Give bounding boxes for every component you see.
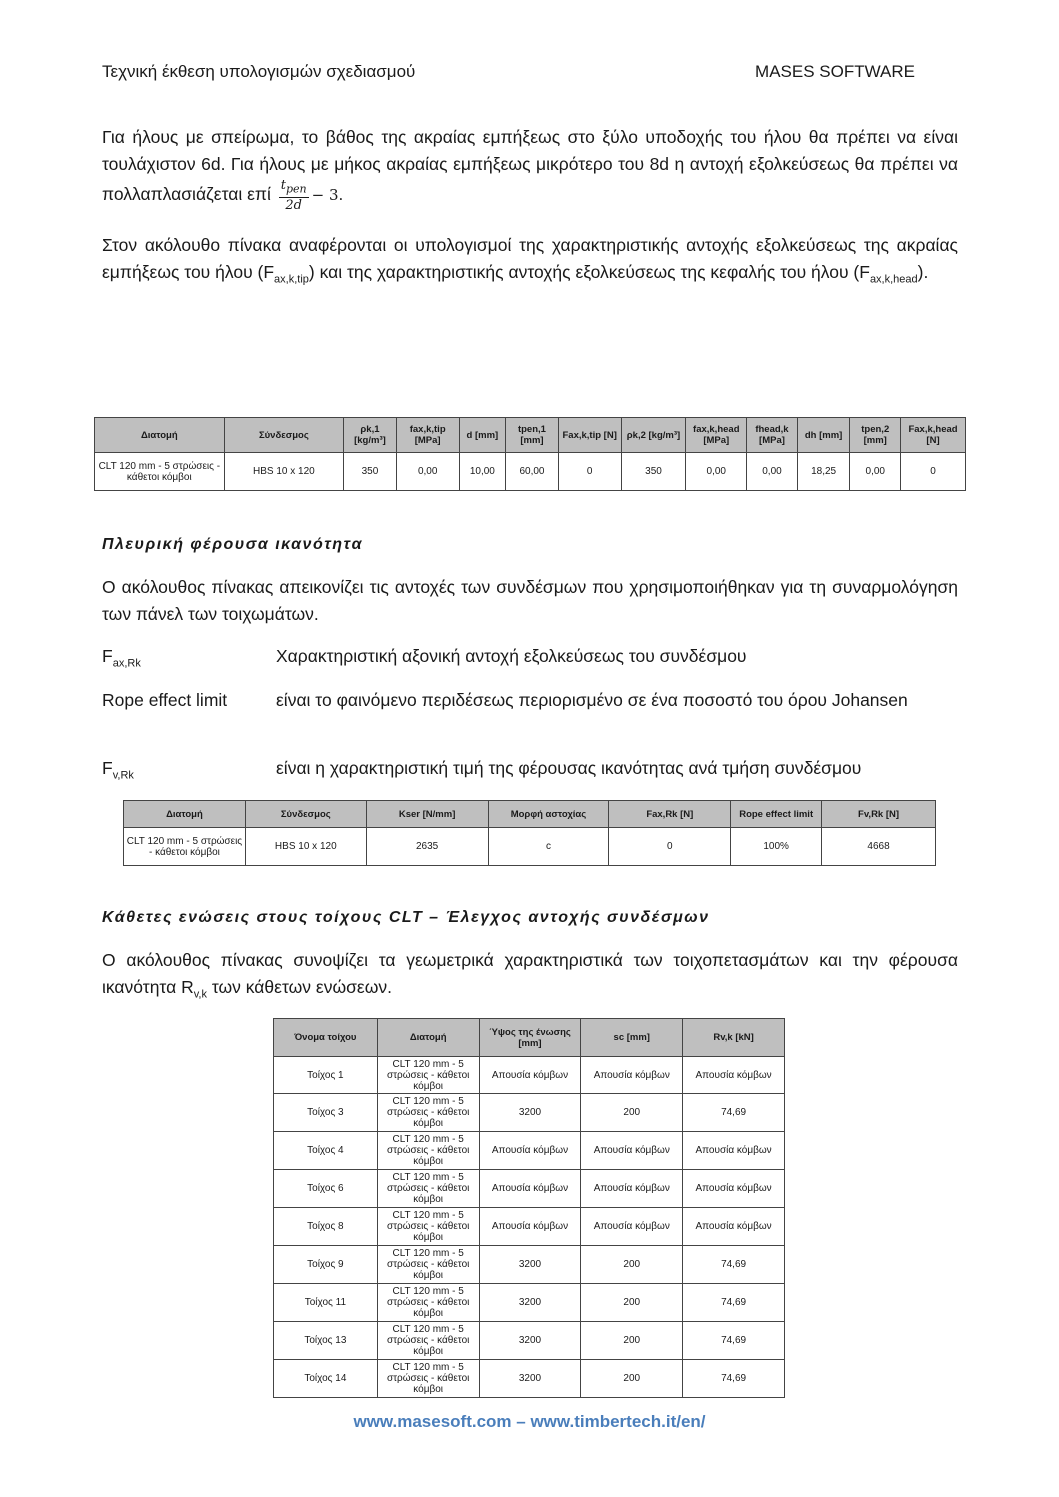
table-cell: 3200	[479, 1360, 581, 1398]
fraction-numerator-sub: pen	[285, 182, 307, 196]
table-cell: 200	[581, 1360, 683, 1398]
col-header: Διατομή	[377, 1019, 479, 1057]
col-header: Μορφή αστοχίας	[488, 801, 609, 828]
table-cell: Τοίχος 11	[274, 1284, 378, 1322]
intro-text: Για ήλους με σπείρωμα, το βάθος της ακραίας εμπήξεως στο ξύλο υποδοχής του ήλου θα πρέπει να είναι τουλάχιστον 6d. Για ήλους με μήκος ακραίας εμπήξεως μικρότερο του 8d η αντοχή εξολκεύσεως θα πρέπει να πολλαπλασιάζεται επί	[102, 127, 958, 204]
table-cell: Τοίχος 6	[274, 1170, 378, 1208]
definition-fv-rk	[102, 758, 972, 782]
table-cell: 0,00	[747, 453, 798, 491]
table-cell: Απουσία κόμβων	[683, 1208, 785, 1246]
table-row	[95, 453, 966, 491]
table-cell: CLT 120 mm - 5 στρώσεις - κάθετοι κόμβοι	[377, 1057, 479, 1094]
intro-p2-part-b: ) και της χαρακτηριστικής αντοχής εξολκεύσεως της κεφαλής του ήλου (F	[308, 262, 870, 282]
fraction-tail: − 3.	[311, 185, 344, 204]
term-sub: ax,Rk	[112, 657, 141, 670]
table-cell: Απουσία κόμβων	[479, 1132, 581, 1170]
fraction-denominator: 2d	[285, 197, 302, 213]
intro-p2-part-c: ).	[917, 262, 929, 282]
table-cell: Απουσία κόμβων	[683, 1170, 785, 1208]
table-row	[274, 1284, 785, 1322]
col-header: Kser [N/mm]	[366, 801, 488, 828]
table-cell: Απουσία κόμβων	[479, 1057, 581, 1094]
withdrawal-table	[94, 417, 966, 491]
table-header-row	[274, 1019, 785, 1057]
col-header: Fax,Rk [N]	[609, 801, 731, 828]
table-cell: 200	[581, 1284, 683, 1322]
table-cell: CLT 120 mm - 5 στρώσεις - κάθετοι κόμβοι	[377, 1132, 479, 1170]
table-cell: Απουσία κόμβων	[479, 1170, 581, 1208]
table-cell: c	[488, 828, 609, 866]
table-cell: 74,69	[683, 1284, 785, 1322]
definition-desc: είναι το φαινόμενο περιδέσεως περιορισμένο σε ένα ποσοστό του όρου Johansen	[276, 690, 908, 710]
table-cell: 0,00	[850, 453, 901, 491]
section-title-lateral: Πλευρική φέρουσα ικανότητα	[102, 536, 363, 553]
table-cell: 74,69	[683, 1322, 785, 1360]
table-cell: Τοίχος 4	[274, 1132, 378, 1170]
col-header: Fax,k,head [N]	[901, 418, 966, 453]
term-sub: v,Rk	[112, 769, 134, 782]
table-row	[124, 828, 936, 866]
col-header: Rope effect limit	[731, 801, 822, 828]
table-cell: 74,69	[683, 1094, 785, 1132]
table-row	[274, 1132, 785, 1170]
table-cell: CLT 120 mm - 5 στρώσεις - κάθετοι κόμβοι	[124, 828, 246, 866]
table-cell: Απουσία κόμβων	[683, 1132, 785, 1170]
col-header: Διατομή	[95, 418, 225, 453]
table-cell: CLT 120 mm - 5 στρώσεις - κάθετοι κόμβοι	[377, 1246, 479, 1284]
col-header: Σύνδεσμος	[224, 418, 344, 453]
table-row	[274, 1057, 785, 1094]
table-cell: Τοίχος 14	[274, 1360, 378, 1398]
table-cell: Απουσία κόμβων	[581, 1208, 683, 1246]
table-row	[274, 1322, 785, 1360]
col-header: Rv,k [kN]	[683, 1019, 785, 1057]
intro-p2-sub-tip: ax,k,tip	[274, 273, 309, 286]
section2-sub: v,k	[193, 988, 207, 1001]
col-header: tpen,1 [mm]	[506, 418, 559, 453]
col-header: dh [mm]	[797, 418, 850, 453]
table-cell: 2635	[366, 828, 488, 866]
table-cell: CLT 120 mm - 5 στρώσεις - κάθετοι κόμβοι	[377, 1170, 479, 1208]
definition-term	[102, 758, 134, 787]
col-header: tpen,2 [mm]	[850, 418, 901, 453]
table-cell: Απουσία κόμβων	[581, 1132, 683, 1170]
table-cell: 0	[901, 453, 966, 491]
col-header: Fv,Rk [N]	[822, 801, 936, 828]
table-cell: 100%	[731, 828, 822, 866]
table-cell: Τοίχος 1	[274, 1057, 378, 1094]
table-cell: Τοίχος 9	[274, 1246, 378, 1284]
col-header: Σύνδεσμος	[245, 801, 366, 828]
fraction-numerator: t	[280, 178, 286, 193]
table-row	[274, 1094, 785, 1132]
table-cell: Τοίχος 8	[274, 1208, 378, 1246]
intro-paragraph-1	[102, 124, 958, 213]
table-cell: 3200	[479, 1246, 581, 1284]
table-cell: 3200	[479, 1094, 581, 1132]
table-cell: Τοίχος 13	[274, 1322, 378, 1360]
page-header	[102, 62, 915, 82]
definition-rope-effect	[102, 690, 972, 736]
table-cell: Απουσία κόμβων	[479, 1208, 581, 1246]
table-cell: CLT 120 mm - 5 στρώσεις - κάθετοι κόμβοι	[377, 1208, 479, 1246]
table-cell: Απουσία κόμβων	[581, 1170, 683, 1208]
table-cell: 74,69	[683, 1360, 785, 1398]
table-cell: HBS 10 x 120	[245, 828, 366, 866]
table-cell: CLT 120 mm - 5 στρώσεις - κάθετοι κόμβοι	[377, 1094, 479, 1132]
col-header: fax,k,head [MPa]	[686, 418, 747, 453]
definition-desc: Χαρακτηριστική αξονική αντοχή εξολκεύσεως του συνδέσμου	[276, 646, 747, 666]
table-cell: 0,00	[686, 453, 747, 491]
table-cell: 18,25	[797, 453, 850, 491]
table-cell: CLT 120 mm - 5 στρώσεις - κάθετοι κόμβοι	[377, 1322, 479, 1360]
table-header-row	[95, 418, 966, 453]
footer-links[interactable]: www.masesoft.com – www.timbertech.it/en/	[353, 1412, 706, 1431]
table-header-row	[124, 801, 936, 828]
table-cell: 0	[558, 453, 621, 491]
intro-p2-part-a: Στον ακόλουθο πίνακα αναφέρονται οι υπολογισμοί της χαρακτηριστικής αντοχής εξολκεύσεως της ακραίας εμπήξεως του ήλου (F	[102, 235, 958, 282]
section-title-vertical-joints: Κάθετες ενώσεις στους τοίχους CLT – Έλεγχος αντοχής συνδέσμων	[102, 909, 710, 926]
col-header: Fax,k,tip [N]	[558, 418, 621, 453]
table-row	[274, 1208, 785, 1246]
table-cell: CLT 120 mm - 5 στρώσεις - κάθετοι κόμβοι	[377, 1284, 479, 1322]
section1-paragraph: Ο ακόλουθος πίνακας απεικονίζει τις αντοχές των συνδέσμων που χρησιμοποιήθηκαν για τη συναρμολόγηση των πάνελ των τοιχωμάτων.	[102, 577, 958, 624]
table-cell: Απουσία κόμβων	[683, 1057, 785, 1094]
table-cell: 0	[609, 828, 731, 866]
table-cell: CLT 120 mm - 5 στρώσεις - κάθετοι κόμβοι	[377, 1360, 479, 1398]
col-header: d [mm]	[459, 418, 506, 453]
report-title: Τεχνική έκθεση υπολογισμών σχεδιασμού	[102, 62, 416, 81]
table-row	[274, 1170, 785, 1208]
table-cell: 350	[344, 453, 397, 491]
col-header: Όνομα τοίχου	[274, 1019, 378, 1057]
table-cell: 200	[581, 1094, 683, 1132]
col-header: fhead,k [MPa]	[747, 418, 798, 453]
software-name: MASES SOFTWARE	[755, 62, 915, 81]
table-cell: 60,00	[506, 453, 559, 491]
col-header: Διατομή	[124, 801, 246, 828]
table-row	[274, 1246, 785, 1284]
fraction	[279, 178, 309, 213]
definition-term	[102, 646, 141, 675]
table-cell: 0,00	[396, 453, 459, 491]
table-cell: 3200	[479, 1322, 581, 1360]
table-cell: 10,00	[459, 453, 506, 491]
definition-desc: είναι η χαρακτηριστική τιμή της φέρουσας ικανότητας ανά τμήση συνδέσμου	[276, 758, 862, 778]
definition-fax-rk	[102, 646, 972, 670]
table-cell: 200	[581, 1322, 683, 1360]
table-row	[274, 1360, 785, 1398]
lateral-capacity-table	[123, 800, 936, 866]
table-cell: 3200	[479, 1284, 581, 1322]
table-cell: 200	[581, 1246, 683, 1284]
table-cell: 350	[621, 453, 686, 491]
section2-text-a: Ο ακόλουθος πίνακας συνοψίζει τα γεωμετρικά χαρακτηριστικά των τοιχοπετασμάτων και την φέρουσα ικανότητα R	[102, 950, 958, 997]
definition-term: Rope effect limit	[102, 690, 228, 710]
intro-p2-sub-head: ax,k,head	[869, 273, 918, 286]
col-header: Ύψος της ένωσης [mm]	[479, 1019, 581, 1057]
table-cell: Τοίχος 3	[274, 1094, 378, 1132]
col-header: sc [mm]	[581, 1019, 683, 1057]
section2-paragraph	[102, 947, 958, 1009]
col-header: fax,k,tip [MPa]	[396, 418, 459, 453]
table-cell: CLT 120 mm - 5 στρώσεις - κάθετοι κόμβοι	[95, 453, 225, 491]
table-cell: HBS 10 x 120	[224, 453, 344, 491]
col-header: ρk,2 [kg/m³]	[621, 418, 686, 453]
vertical-joints-table	[273, 1018, 785, 1398]
table-cell: 74,69	[683, 1246, 785, 1284]
table-cell: Απουσία κόμβων	[581, 1057, 683, 1094]
section2-text-b: των κάθετων ενώσεων.	[206, 977, 392, 997]
intro-paragraph-2	[102, 232, 958, 294]
col-header: ρk,1 [kg/m³]	[344, 418, 397, 453]
term-symbol: F	[102, 646, 113, 666]
table-cell: 4668	[822, 828, 936, 866]
term-symbol: F	[102, 758, 113, 778]
